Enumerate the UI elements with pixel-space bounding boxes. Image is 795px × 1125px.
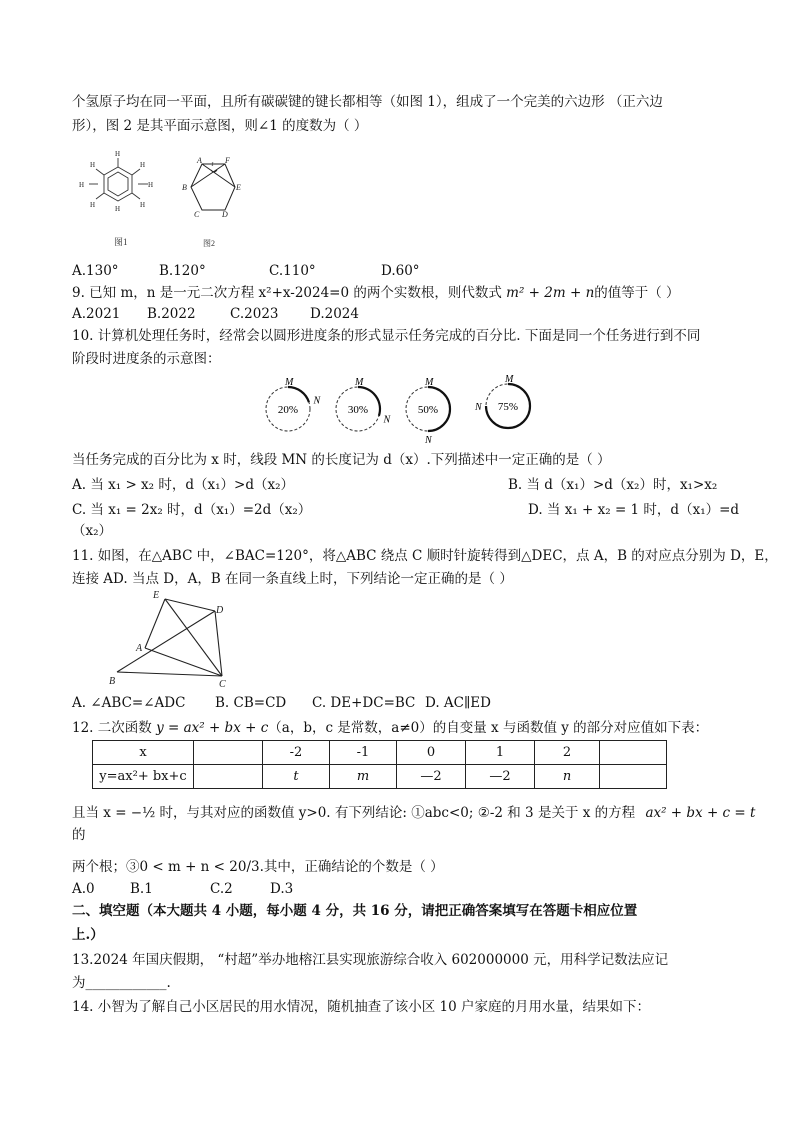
svg-text:H: H bbox=[115, 205, 121, 213]
q10-text-line3: 当任务完成的百分比为 x 时，线段 MN 的长度记为 d（x）.下列描述中一定正确的是（ ） bbox=[72, 452, 611, 468]
q13-text-line1: 13.2024 年国庆假期， “村超”举办地榕江县实现旅游综合收入 602000000 元，用科学记数法应记 bbox=[72, 952, 669, 968]
hexagon-figure bbox=[175, 152, 250, 252]
point-n-label: N bbox=[383, 414, 391, 426]
q12-eq: ax² + bx + c = t bbox=[645, 805, 756, 821]
point-n-label: N bbox=[425, 435, 432, 446]
q8-text-line1: 个氢原子均在同一平面，且所有碳碳键的键长都相等（如图 1），组成了一个完美的六边形 （正六边 bbox=[72, 94, 663, 110]
svg-text:E: E bbox=[236, 183, 241, 192]
point-e-label: E bbox=[153, 590, 160, 601]
point-m-label: M bbox=[505, 374, 514, 385]
q10-option-c: C. 当 x₁ = 2x₂ 时，d（x₁）=2d（x₂） bbox=[72, 502, 312, 518]
q9-option-c: C.2023 bbox=[230, 306, 279, 322]
svg-text:H: H bbox=[90, 161, 96, 169]
q12-text-b: （a，b，c 是常数，a≠0）的自变量 x 与函数值 y 的部分对应值如下表： bbox=[268, 720, 709, 736]
q12-text bbox=[72, 719, 708, 737]
table-cell: t bbox=[263, 765, 330, 789]
q10-option-d-cont: （x₂） bbox=[72, 523, 113, 539]
q12-text-e: 两个根； bbox=[72, 859, 126, 875]
point-n-label: N bbox=[313, 395, 321, 407]
q13-text-line2-label: 为 bbox=[72, 975, 86, 991]
table-cell: y=ax²+ bx+c bbox=[93, 765, 194, 789]
svg-text:F: F bbox=[225, 156, 230, 165]
progress-figures bbox=[250, 368, 550, 450]
table-cell bbox=[600, 765, 667, 789]
progress-circle bbox=[266, 377, 322, 431]
q11-option-c: C. DE+DC=BC bbox=[312, 695, 416, 711]
q8-option-b: B.120° bbox=[159, 263, 206, 279]
q11-option-d: D. AC∥ED bbox=[425, 695, 491, 711]
table-cell: 0 bbox=[397, 741, 466, 765]
progress-label: 75% bbox=[497, 401, 519, 413]
q12-text-f: .其中，正确结论的个数是（ ） bbox=[259, 859, 444, 875]
table-cell: x bbox=[93, 741, 194, 765]
point-m-label: M bbox=[355, 377, 364, 388]
q12-func: y = ax² + bx + c bbox=[156, 720, 269, 736]
q9-text bbox=[72, 284, 680, 302]
section2-heading-line1: 二、填空题（本大题共 4 小题，每小题 4 分，共 16 分，请把正确答案填写在答题卡相应位置 bbox=[72, 903, 638, 919]
progress-circle bbox=[336, 377, 392, 431]
q8-options bbox=[72, 262, 420, 280]
fig2-caption: 图2 bbox=[203, 239, 215, 248]
q9-options bbox=[72, 305, 359, 323]
table-cell: -1 bbox=[330, 741, 397, 765]
q8-text-line2: 形），图 2 是其平面示意图，则∠1 的度数为（ ） bbox=[72, 118, 368, 134]
point-m-label: M bbox=[425, 377, 434, 388]
progress-label: 30% bbox=[347, 404, 369, 416]
q9-option-d: D.2024 bbox=[310, 306, 359, 322]
point-m-label: M bbox=[285, 377, 294, 388]
svg-text:A: A bbox=[197, 156, 202, 165]
q9-option-b: B.2022 bbox=[147, 306, 196, 322]
q8-option-c: C.110° bbox=[269, 263, 316, 279]
svg-text:B: B bbox=[182, 183, 187, 192]
point-b-label: B bbox=[109, 676, 116, 687]
q12-options bbox=[72, 880, 293, 898]
q11-text-line1: 11. 如图，在△ABC 中，∠BAC=120°，将△ABC 绕点 C 顺时针旋转得到△DEC，点 A，B 的对应点分别为 D，E， bbox=[72, 548, 778, 564]
q11-option-b: B. CB=CD bbox=[215, 695, 287, 711]
q9-text-b: 的值等于（ ） bbox=[594, 285, 680, 301]
table-cell: -2 bbox=[263, 741, 330, 765]
q10-text-line1: 10. 计算机处理任务时，经常会以圆形进度条的形式显示任务完成的百分比. 下面是同一个任务进行到不同 bbox=[72, 328, 701, 344]
q10-option-a: A. 当 x₁ > x₂ 时，d（x₁）>d（x₂） bbox=[72, 477, 295, 493]
point-d-label: D bbox=[216, 605, 224, 616]
svg-text:1: 1 bbox=[211, 162, 214, 168]
q12-cond: x = −½ 时，与其对应的函数值 y>0. 有下列结论: ①abc<0; ②-2 和 3 是关于 x 的方程 bbox=[103, 805, 636, 821]
table-cell: 1 bbox=[466, 741, 535, 765]
point-c-label: C bbox=[219, 679, 226, 690]
progress-circle bbox=[406, 377, 450, 446]
table-row bbox=[93, 741, 667, 765]
q8-option-a: A.130° bbox=[72, 263, 119, 279]
q12-option-c: C.2 bbox=[210, 881, 233, 897]
q9-option-a: A.2021 bbox=[72, 306, 121, 322]
q11-text-line2: 连接 AD. 当点 D，A，B 在同一条直线上时，下列结论一定正确的是（ ） bbox=[72, 571, 513, 587]
q12-text-d: 的 bbox=[72, 827, 86, 843]
q10-option-b: B. 当 d（x₁）>d（x₂）时，x₁>x₂ bbox=[508, 477, 718, 493]
q8-option-d: D.60° bbox=[381, 263, 420, 279]
benzene-figure bbox=[78, 145, 158, 253]
progress-label: 20% bbox=[277, 404, 299, 416]
svg-text:H: H bbox=[90, 201, 96, 209]
progress-label: 50% bbox=[417, 404, 439, 416]
q12-items bbox=[72, 858, 444, 876]
point-a-label: A bbox=[136, 643, 143, 654]
svg-text:H: H bbox=[140, 161, 146, 169]
q12-item3: ③0 < m + n < 20/3 bbox=[126, 859, 260, 875]
svg-text:C: C bbox=[194, 210, 200, 219]
q9-expr: m² + 2m + n bbox=[506, 285, 595, 301]
q11-options bbox=[72, 694, 491, 712]
svg-text:H: H bbox=[140, 201, 146, 209]
q12-text-a: 12. 二次函数 bbox=[72, 720, 152, 736]
q9-text-a: 9. 已知 m，n 是一元二次方程 x²+x-2024=0 的两个实数根，则代数式 bbox=[72, 285, 502, 301]
point-n-label: N bbox=[475, 402, 482, 413]
progress-arc bbox=[288, 387, 309, 402]
table-cell bbox=[194, 741, 263, 765]
svg-text:H: H bbox=[148, 181, 154, 189]
table-cell: —2 bbox=[466, 765, 535, 789]
table-cell: 2 bbox=[535, 741, 600, 765]
table-row bbox=[93, 765, 667, 789]
q12-condition bbox=[72, 804, 755, 822]
table-cell bbox=[600, 741, 667, 765]
table-cell: m bbox=[330, 765, 397, 789]
q12-text-c: 且当 bbox=[72, 805, 99, 821]
q12-option-b: B.1 bbox=[130, 881, 153, 897]
table-cell: n bbox=[535, 765, 600, 789]
svg-text:D: D bbox=[222, 210, 228, 219]
q13-text-line2 bbox=[72, 974, 171, 992]
table-cell: —2 bbox=[397, 765, 466, 789]
q11-option-a: A. ∠ABC=∠ADC bbox=[72, 695, 186, 711]
q10-text-line2: 阶段时进度条的示意图： bbox=[72, 351, 221, 367]
value-table bbox=[92, 740, 667, 789]
svg-text:H: H bbox=[115, 150, 121, 158]
rotation-triangle-figure bbox=[105, 585, 235, 690]
q12-option-d: D.3 bbox=[270, 881, 294, 897]
q14-text: 14. 小智为了解自己小区居民的用水情况，随机抽查了该小区 10 户家庭的月用水量，结果如下： bbox=[72, 999, 651, 1015]
q12-option-a: A.0 bbox=[72, 881, 95, 897]
progress-circle bbox=[474, 374, 530, 428]
table-cell bbox=[194, 765, 263, 789]
svg-text:H: H bbox=[79, 181, 85, 189]
section2-heading-line2: 上.） bbox=[72, 927, 104, 943]
q13-blank: ____________. bbox=[85, 975, 171, 991]
fig1-caption: 图1 bbox=[114, 237, 128, 247]
q10-option-d: D. 当 x₁ + x₂ = 1 时，d（x₁）=d bbox=[528, 502, 740, 518]
